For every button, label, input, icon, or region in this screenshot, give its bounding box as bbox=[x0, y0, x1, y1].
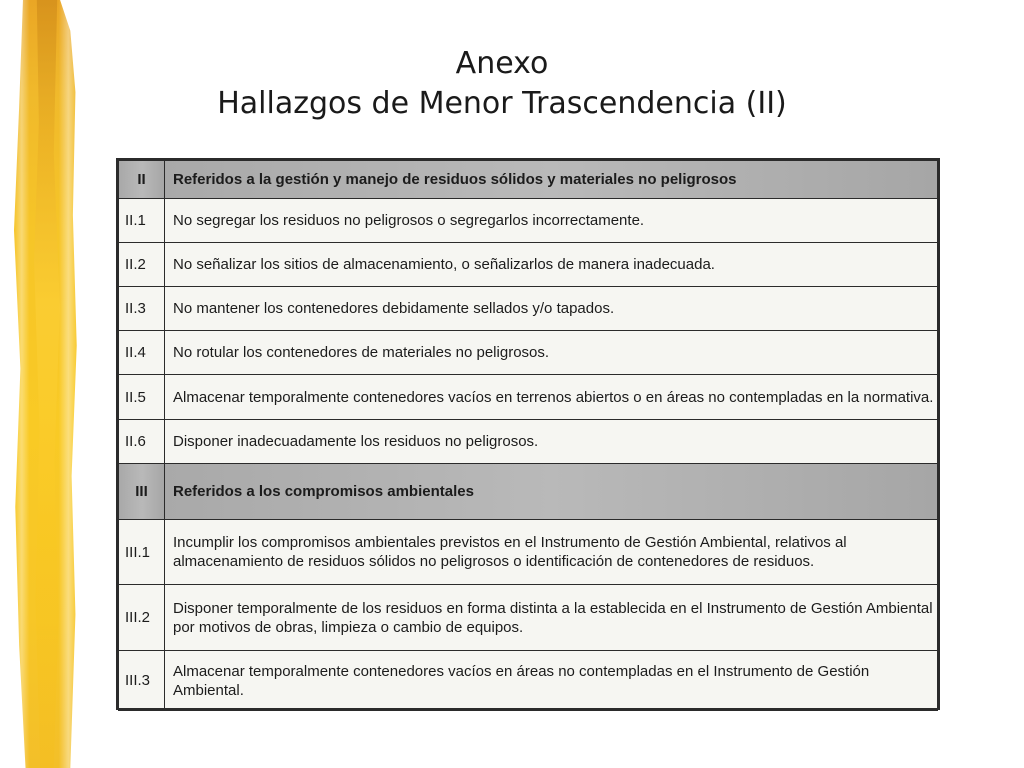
section-code: III bbox=[119, 464, 165, 520]
slide-title: Anexo bbox=[455, 46, 549, 81]
row-code: II.3 bbox=[119, 287, 165, 331]
table-row bbox=[119, 420, 938, 464]
row-code: II.5 bbox=[119, 375, 165, 420]
row-text: Incumplir los compromisos ambientales previstos en el Instrumento de Gestión Ambiental, relativos al almacenamiento de residuos sólidos no peligrosos o identificación de contenedores de residuos. bbox=[165, 520, 938, 585]
row-code: II.1 bbox=[119, 199, 165, 243]
table-row bbox=[119, 199, 938, 243]
table-row bbox=[119, 287, 938, 331]
section-heading: Referidos a la gestión y manejo de residuos sólidos y materiales no peligrosos bbox=[165, 161, 938, 199]
table-row bbox=[119, 520, 938, 585]
row-code: III.2 bbox=[119, 585, 165, 651]
section-heading: Referidos a los compromisos ambientales bbox=[165, 464, 938, 520]
row-text: Almacenar temporalmente contenedores vacíos en terrenos abiertos o en áreas no contempladas en la normativa. bbox=[165, 375, 938, 420]
section-header-row bbox=[119, 464, 938, 520]
table-row bbox=[119, 585, 938, 651]
slide-subtitle: Hallazgos de Menor Trascendencia (II) bbox=[217, 86, 787, 121]
table-row bbox=[119, 651, 938, 711]
table-row bbox=[119, 243, 938, 287]
row-code: III.1 bbox=[119, 520, 165, 585]
row-code: II.6 bbox=[119, 420, 165, 464]
section-code: II bbox=[119, 161, 165, 199]
row-text: No mantener los contenedores debidamente sellados y/o tapados. bbox=[165, 287, 938, 331]
row-text: Disponer inadecuadamente los residuos no peligrosos. bbox=[165, 420, 938, 464]
row-text: Almacenar temporalmente contenedores vacíos en áreas no contempladas en el Instrumento de Gestión Ambiental. bbox=[165, 651, 938, 711]
table-row bbox=[119, 331, 938, 375]
row-text: Disponer temporalmente de los residuos en forma distinta a la establecida en el Instrumento de Gestión Ambiental por motivos de obras, limpieza o cambio de equipos. bbox=[165, 585, 938, 651]
row-text: No señalizar los sitios de almacenamiento, o señalizarlos de manera inadecuada. bbox=[165, 243, 938, 287]
row-text: No rotular los contenedores de materiales no peligrosos. bbox=[165, 331, 938, 375]
section-header-row bbox=[119, 161, 938, 199]
row-code: II.2 bbox=[119, 243, 165, 287]
findings-table-container bbox=[116, 158, 940, 710]
findings-table bbox=[118, 160, 938, 711]
row-text: No segregar los residuos no peligrosos o segregarlos incorrectamente. bbox=[165, 199, 938, 243]
row-code: II.4 bbox=[119, 331, 165, 375]
table-row bbox=[119, 375, 938, 420]
row-code: III.3 bbox=[119, 651, 165, 711]
